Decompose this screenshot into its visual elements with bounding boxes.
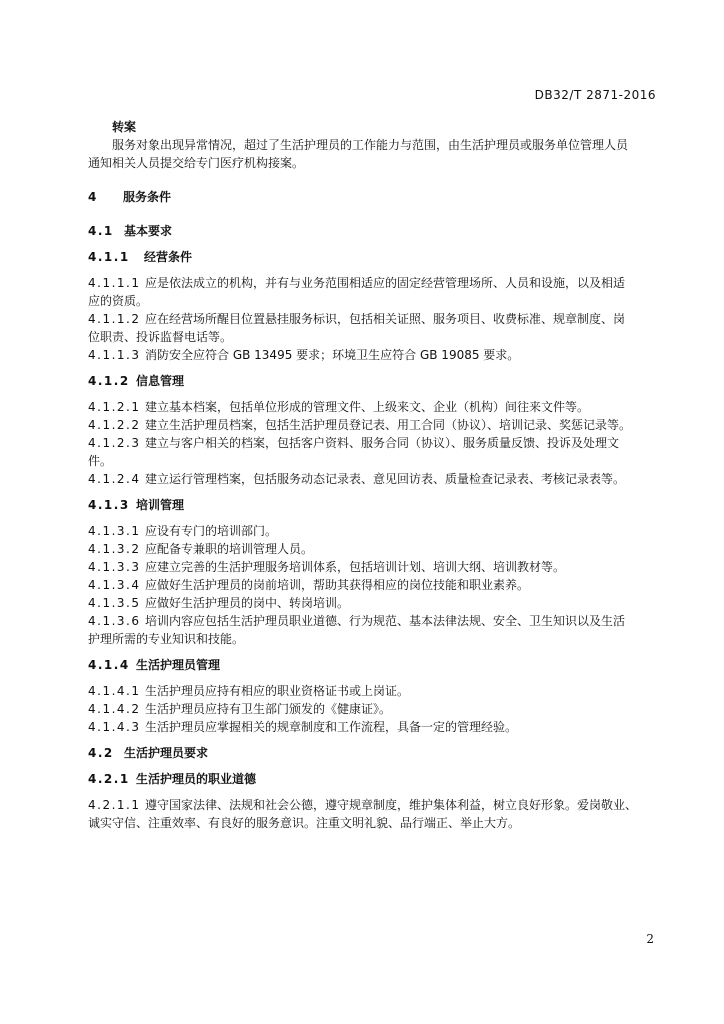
- clause-continuation: 诚实守信、注重效率、有良好的服务意识。注重文明礼貌、品行端正、举止大方。: [88, 816, 521, 830]
- clause-continuation: 护理所需的专业知识和技能。: [88, 632, 245, 646]
- clause-4-1-3-4: 4.1.3.4 应做好生活护理员的岗前培训，帮助其获得相应的岗位技能和职业素养。: [88, 578, 530, 592]
- subsection-heading-4-1-4: [88, 656, 656, 674]
- subsection-heading-4-2-1: [88, 770, 656, 788]
- clause-4-1-2-1: 4.1.2.1 建立基本档案，包括单位形成的管理文件、上级来文、企业（机构）间往来文件等。: [88, 400, 590, 414]
- clause-4-1-3-2: 4.1.3.2 应配备专兼职的培训管理人员。: [88, 542, 314, 556]
- clause-4-1-4-2: 4.1.4.2 生活护理员应持有卫生部门颁发的《健康证》。: [88, 702, 392, 716]
- subsection-title: 生活护理员的职业道德: [136, 772, 257, 786]
- clause-4-1-2-3: 4.1.2.3 建立与客户相关的档案，包括客户资料、服务合同（协议）、服务质量反馈、投诉及处理文: [88, 436, 620, 450]
- subsection-number: 4.1.2: [88, 374, 130, 388]
- subsection-title: 信息管理: [136, 374, 185, 388]
- subsection-title: 生活护理员管理: [136, 658, 221, 672]
- chapter-number: 4: [88, 190, 97, 204]
- subsection-number: 4.1.4: [88, 658, 130, 672]
- transfer-title: 转案: [112, 120, 137, 134]
- clause-continuation: 件。: [88, 454, 113, 468]
- clause-4-1-3-1: 4.1.3.1 应设有专门的培训部门。: [88, 524, 278, 538]
- clause-4-1-3-3: 4.1.3.3 应建立完善的生活护理服务培训体系，包括培训计划、培训大纲、培训教材等。: [88, 560, 566, 574]
- section-heading-4-2: [88, 744, 656, 762]
- clause-4-1-3-5: 4.1.3.5 应做好生活护理员的岗中、转岗培训。: [88, 596, 350, 610]
- subsection-heading-4-1-3: [88, 496, 656, 514]
- clause-continuation: 位职责、投诉监督电话等。: [88, 330, 233, 344]
- section-heading-4-1: [88, 222, 656, 240]
- subsection-title: 培训管理: [136, 498, 185, 512]
- document-id: DB32/T 2871-2016: [534, 88, 656, 102]
- page-number: 2: [646, 932, 654, 946]
- clause-4-1-1-2: 4.1.1.2 应在经营场所醒目位置悬挂服务标识，包括相关证照、服务项目、收费标准、规章制度、岗: [88, 312, 626, 326]
- clause-4-2-1-1: 4.2.1.1 遵守国家法律、法规和社会公德，遵守规章制度，维护集体利益，树立良好形象。爱岗敬业、: [88, 798, 638, 812]
- chapter-heading: [88, 188, 656, 206]
- chapter-title: 服务条件: [123, 190, 172, 204]
- clause-4-1-1-3: 4.1.1.3 消防安全应符合 GB 13495 要求；环境卫生应符合 GB 19085 要求。: [88, 348, 520, 362]
- subsection-heading-4-1-2: [88, 372, 656, 390]
- clause-continuation: 应的资质。: [88, 294, 149, 308]
- clause-4-1-4-3: 4.1.4.3 生活护理员应掌握相关的规章制度和工作流程，具备一定的管理经验。: [88, 720, 518, 734]
- subsection-number: 4.1.1: [88, 250, 130, 264]
- subsection-heading-4-1-1: [88, 248, 656, 266]
- clause-4-1-2-2: 4.1.2.2 建立生活护理员档案，包括生活护理员登记表、用工合同（协议）、培训记录、奖惩记录等。: [88, 418, 632, 432]
- subsection-number: 4.2.1: [88, 772, 130, 786]
- section-number: 4.1: [88, 224, 114, 238]
- clause-4-1-2-4: 4.1.2.4 建立运行管理档案，包括服务动态记录表、意见回访表、质量检查记录表、考核记录表等。: [88, 472, 626, 486]
- section-title: 基本要求: [124, 224, 173, 238]
- transfer-text-line-2: 通知相关人员提交给专门医疗机构接案。: [88, 156, 305, 170]
- clause-4-1-4-1: 4.1.4.1 生活护理员应持有相应的职业资格证书或上岗证。: [88, 684, 410, 698]
- clause-4-1-1-1: 4.1.1.1 应是依法成立的机构，并有与业务范围相适应的固定经营管理场所、人员和设施，以及相适: [88, 276, 626, 290]
- section-title: 生活护理员要求: [124, 746, 209, 760]
- transfer-text-line-1: 服务对象出现异常情况，超过了生活护理员的工作能力与范围，由生活护理员或服务单位管理人员: [112, 138, 629, 152]
- subsection-number: 4.1.3: [88, 498, 130, 512]
- subsection-title: 经营条件: [144, 250, 193, 264]
- clause-4-1-3-6: 4.1.3.6 培训内容应包括生活护理员职业道德、行为规范、基本法律法规、安全、卫生知识以及生活: [88, 614, 626, 628]
- section-number: 4.2: [88, 746, 114, 760]
- document-body: [88, 118, 656, 832]
